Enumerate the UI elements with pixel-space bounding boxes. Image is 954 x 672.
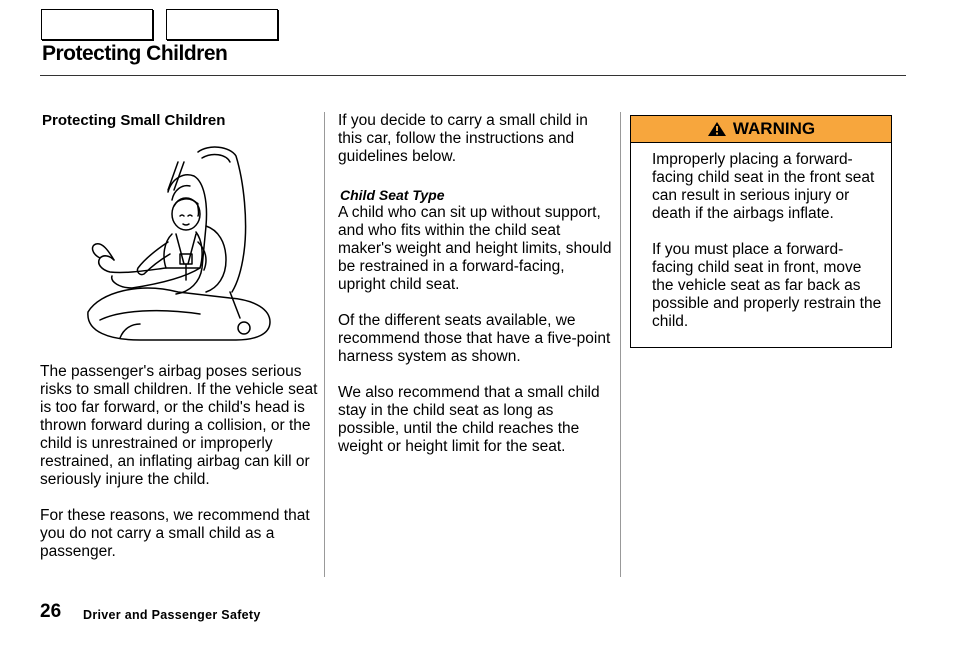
- intro-paragraph: If you decide to carry a small child in this car, follow the instructions and guidelines below.: [338, 112, 588, 165]
- column-divider-2: [620, 112, 621, 577]
- header-tab-2[interactable]: [166, 9, 278, 40]
- page-number: 26: [40, 601, 62, 622]
- warning-body: [631, 143, 891, 331]
- warning-paragraph: Improperly placing a forward-facing child seat in the front seat can result in serious injury or death if the airbags inflate.: [652, 151, 875, 222]
- header-tab-1[interactable]: [41, 9, 153, 40]
- body-paragraph: The passenger's airbag poses serious risks to small children. If the vehicle seat is too far forward, or the child's head is thrown forward during a collision, or the child is unrestrained or improperly restrained, an inflating airbag can kill or seriously injure the child.: [40, 363, 318, 488]
- child-seat-illustration: [80, 142, 280, 347]
- page-title: Protecting Children: [42, 42, 228, 65]
- section-subheading: Protecting Small Children: [42, 112, 226, 129]
- body-paragraph: For these reasons, we recommend that you do not carry a small child as a passenger.: [40, 507, 310, 560]
- column-divider-1: [324, 112, 325, 577]
- title-divider: [40, 75, 906, 76]
- middle-column: [338, 112, 614, 474]
- warning-label: WARNING: [732, 119, 816, 138]
- warning-triangle-icon: [707, 121, 727, 137]
- footer-section-name: Driver and Passenger Safety: [83, 608, 261, 622]
- warning-paragraph: If you must place a forward-facing child seat in front, move the vehicle seat as far back as possible and properly restrain the child.: [652, 241, 882, 330]
- body-paragraph: We also recommend that a small child stay in the child seat as long as possible, until the child reaches the weight or height limit for the seat.: [338, 384, 600, 455]
- body-paragraph: Of the different seats available, we recommend those that have a five-point harness system as shown.: [338, 312, 611, 365]
- body-paragraph: A child who can sit up without support, and who fits within the child seat maker's weight and height limits, should be restrained in a forward-facing, upright child seat.: [338, 204, 612, 293]
- warning-box: [630, 115, 892, 348]
- left-column: [40, 112, 318, 579]
- child-seat-type-heading: Child Seat Type: [340, 187, 445, 203]
- warning-banner: [631, 116, 891, 143]
